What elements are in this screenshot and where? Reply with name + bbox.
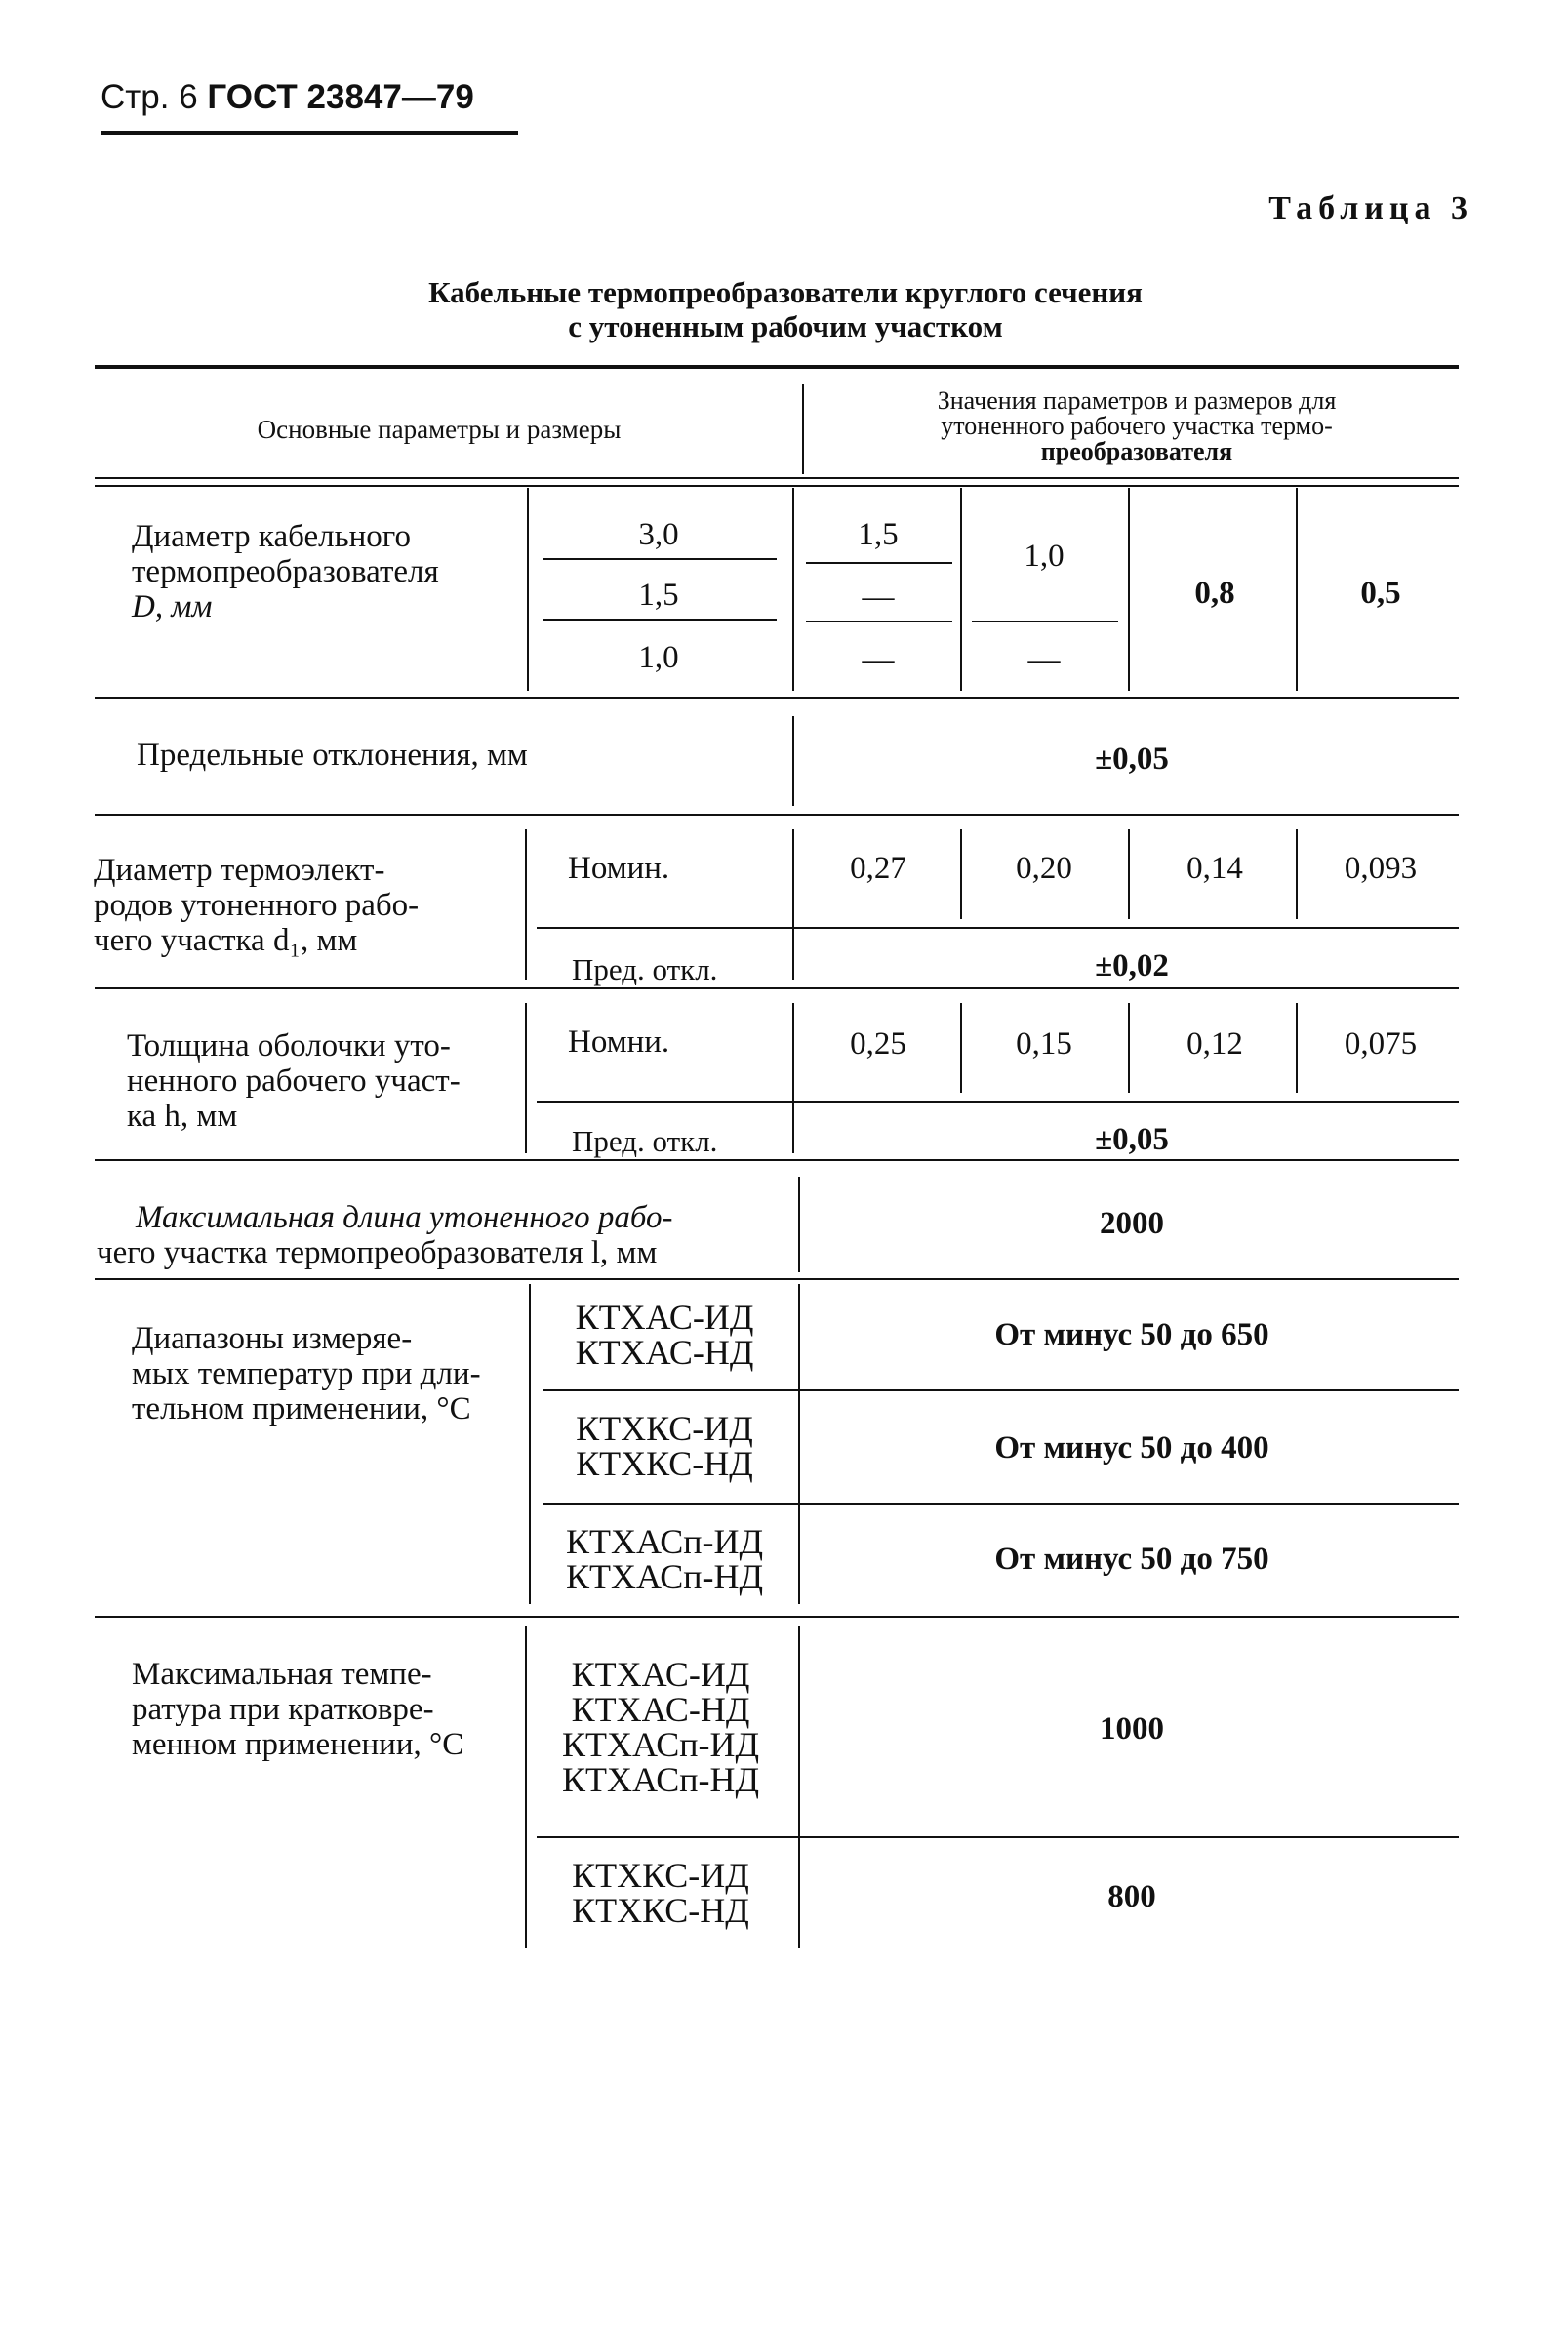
ranges-type-2b: КТХКС-НД [576, 1444, 753, 1483]
header-divider [802, 384, 804, 474]
diameter-divider-label [527, 488, 529, 691]
electrode-label-line1: Диаметр термоэлект- [94, 853, 385, 888]
diameter-unit: D, мм [132, 589, 213, 624]
electrode-divider-c1 [960, 829, 962, 919]
ranges-label-line2: мых температур при дли- [132, 1356, 481, 1391]
ranges-value-1: От минус 50 до 650 [994, 1317, 1269, 1352]
max-temp-value-1: 1000 [1100, 1711, 1164, 1747]
diameter-rule-2 [543, 619, 777, 621]
max-length-label-line2: чего участка термопреобразователя l, мм [97, 1235, 658, 1270]
ranges-rule-2 [543, 1503, 1459, 1505]
sheath-value-2: 0,15 [1016, 1026, 1072, 1062]
ranges-value-2: От минус 50 до 400 [994, 1430, 1269, 1466]
electrode-mid-rule [537, 927, 1459, 929]
header-values-line3: преобразователя [1040, 437, 1233, 465]
diameter-c1-value-3: — [862, 642, 895, 677]
electrode-value-3: 0,14 [1186, 851, 1243, 886]
max-temp-label-line3: менном применении, °С [132, 1727, 464, 1762]
header-params-cell: Основные параметры и размеры [257, 415, 622, 444]
diameter-divider-c3 [1296, 488, 1298, 691]
max-temp-type-1a: КТХАС-ИД [571, 1655, 750, 1694]
ranges-divider-values [798, 1284, 800, 1604]
ranges-label-line3: тельном применении, °С [132, 1391, 471, 1426]
max-temp-label-line2: ратура при кратковре- [132, 1692, 434, 1727]
tolerance-bottom-rule [95, 814, 1459, 816]
sheath-label-line2: ненного рабочего участ- [127, 1064, 461, 1099]
sheath-dev-value: ±0,05 [1095, 1122, 1169, 1157]
electrode-value-4: 0,093 [1344, 851, 1418, 886]
electrode-dev-label: Пред. откл. [572, 952, 718, 986]
diameter-bottom-rule [95, 697, 1459, 699]
ranges-type-3b: КТХАСп-НД [565, 1557, 764, 1596]
header-rule-double-a [95, 477, 1459, 479]
sheath-divider-values [792, 1003, 794, 1153]
max-temp-type-2b: КТХКС-НД [572, 1891, 749, 1930]
max-temp-value-2: 800 [1107, 1879, 1156, 1914]
diameter-value-3: 1,0 [638, 640, 679, 675]
max-length-bottom-rule [95, 1278, 1459, 1280]
diameter-c4-value: 0,5 [1360, 576, 1401, 611]
diameter-label-line3 [132, 589, 493, 624]
ranges-type-2a: КТХКС-ИД [576, 1409, 753, 1448]
sheath-divider-c3 [1296, 1003, 1298, 1093]
electrode-divider-values [792, 829, 794, 980]
electrode-nominal-label: Номин. [568, 851, 670, 886]
sheath-divider-label [525, 1003, 527, 1153]
diameter-label [132, 519, 493, 624]
header-values-line2: утоненного рабочего участка термо- [941, 412, 1333, 440]
electrode-label-line3: чего участка d₁, мм [94, 923, 358, 958]
electrode-value-2: 0,20 [1016, 851, 1072, 886]
max-temp-rule [537, 1836, 1459, 1838]
table-title-line2: с утоненным рабочим участком [568, 309, 1003, 343]
diameter-c2-value-1: 1,0 [1024, 539, 1065, 574]
diameter-c1-rule-1 [806, 562, 952, 564]
max-temp-type-1c: КТХАСп-ИД [561, 1725, 760, 1764]
max-length-label [97, 1200, 795, 1270]
tolerance-value: ±0,05 [1095, 742, 1169, 777]
electrode-dev-value: ±0,02 [1095, 948, 1169, 984]
table-title [146, 275, 1425, 343]
header-values-cell [820, 388, 1454, 464]
sheath-value-1: 0,25 [850, 1026, 906, 1062]
max-length-value: 2000 [1100, 1206, 1164, 1241]
sheath-bottom-rule [95, 1159, 1459, 1161]
sheath-divider-c1 [960, 1003, 962, 1093]
max-temp-type-1d: КТХАСп-НД [561, 1760, 760, 1799]
ranges-value-3: От минус 50 до 750 [994, 1542, 1269, 1577]
electrode-divider-c2 [1128, 829, 1130, 919]
diameter-divider-c1 [960, 488, 962, 691]
max-temp-type-2a: КТХКС-ИД [572, 1856, 749, 1895]
ranges-types-2 [543, 1411, 786, 1481]
ranges-rule-1 [543, 1389, 1459, 1391]
diameter-label-line1: Диаметр кабельного [132, 519, 411, 554]
ranges-bottom-rule [95, 1616, 1459, 1618]
electrode-bottom-rule [95, 987, 1459, 989]
ranges-types-1 [543, 1300, 786, 1370]
diameter-c2-value-2: — [1027, 642, 1061, 677]
sheath-value-4: 0,075 [1344, 1026, 1418, 1062]
table-label: Таблица 3 [1268, 190, 1473, 226]
diameter-divider-c2 [1128, 488, 1130, 691]
max-temp-divider-values [798, 1626, 800, 1948]
diameter-c1-value-1: 1,5 [858, 517, 899, 552]
diameter-value-1: 3,0 [638, 517, 679, 552]
header-values-line1: Значения параметров и размеров для [937, 386, 1337, 415]
standard-number: ГОСТ 23847—79 [207, 78, 474, 116]
electrode-value-1: 0,27 [850, 851, 906, 886]
max-temp-label-line1: Максимальная темпе- [132, 1657, 432, 1692]
table-title-line1: Кабельные термопреобразователи круглого сечения [428, 275, 1143, 309]
header-rule-double-b [95, 485, 1459, 487]
ranges-type-1b: КТХАС-НД [575, 1333, 754, 1372]
header-rule [101, 131, 518, 135]
diameter-c3-value: 0,8 [1194, 576, 1235, 611]
diameter-c1-value-2: — [862, 580, 895, 615]
diameter-c2-rule [972, 621, 1118, 622]
ranges-divider-label [529, 1284, 531, 1604]
page-header [101, 78, 474, 117]
max-length-label-line1: Максимальная длина утоненного рабо- [136, 1200, 673, 1235]
ranges-label-line1: Диапазоны измеряе- [132, 1321, 413, 1356]
electrode-divider-label [525, 829, 527, 980]
sheath-mid-rule [537, 1101, 1459, 1103]
diameter-c1-rule-2 [806, 621, 952, 622]
diameter-rule-1 [543, 558, 777, 560]
diameter-value-2: 1,5 [638, 578, 679, 613]
sheath-label-line3: ка h, мм [127, 1099, 238, 1134]
ranges-types-3 [543, 1524, 786, 1594]
electrode-label-line2: родов утоненного рабо- [94, 888, 420, 923]
ranges-type-3a: КТХАСп-ИД [565, 1522, 764, 1561]
max-temp-type-1b: КТХАС-НД [571, 1690, 750, 1729]
sheath-label [127, 1028, 509, 1134]
diameter-label-line2: термопреобразователя [132, 554, 439, 589]
electrode-divider-c3 [1296, 829, 1298, 919]
tolerance-label: Предельные отклонения, мм [137, 738, 528, 773]
electrode-label [94, 853, 507, 958]
max-temp-divider-label [525, 1626, 527, 1948]
page-number: Стр. 6 [101, 78, 198, 116]
max-length-divider [798, 1177, 800, 1272]
sheath-divider-c2 [1128, 1003, 1130, 1093]
sheath-nominal-label: Номни. [568, 1024, 670, 1060]
sheath-label-line1: Толщина оболочки уто- [127, 1028, 451, 1064]
diameter-divider-values [792, 488, 794, 691]
max-temp-types-1 [539, 1657, 783, 1797]
sheath-dev-label: Пред. откл. [572, 1124, 718, 1158]
sheath-value-3: 0,12 [1186, 1026, 1243, 1062]
tolerance-divider [792, 716, 794, 806]
max-temp-types-2 [539, 1858, 783, 1928]
table-top-rule [95, 365, 1459, 369]
max-temp-label [132, 1657, 510, 1762]
ranges-label [132, 1321, 510, 1426]
ranges-type-1a: КТХАС-ИД [575, 1298, 754, 1337]
